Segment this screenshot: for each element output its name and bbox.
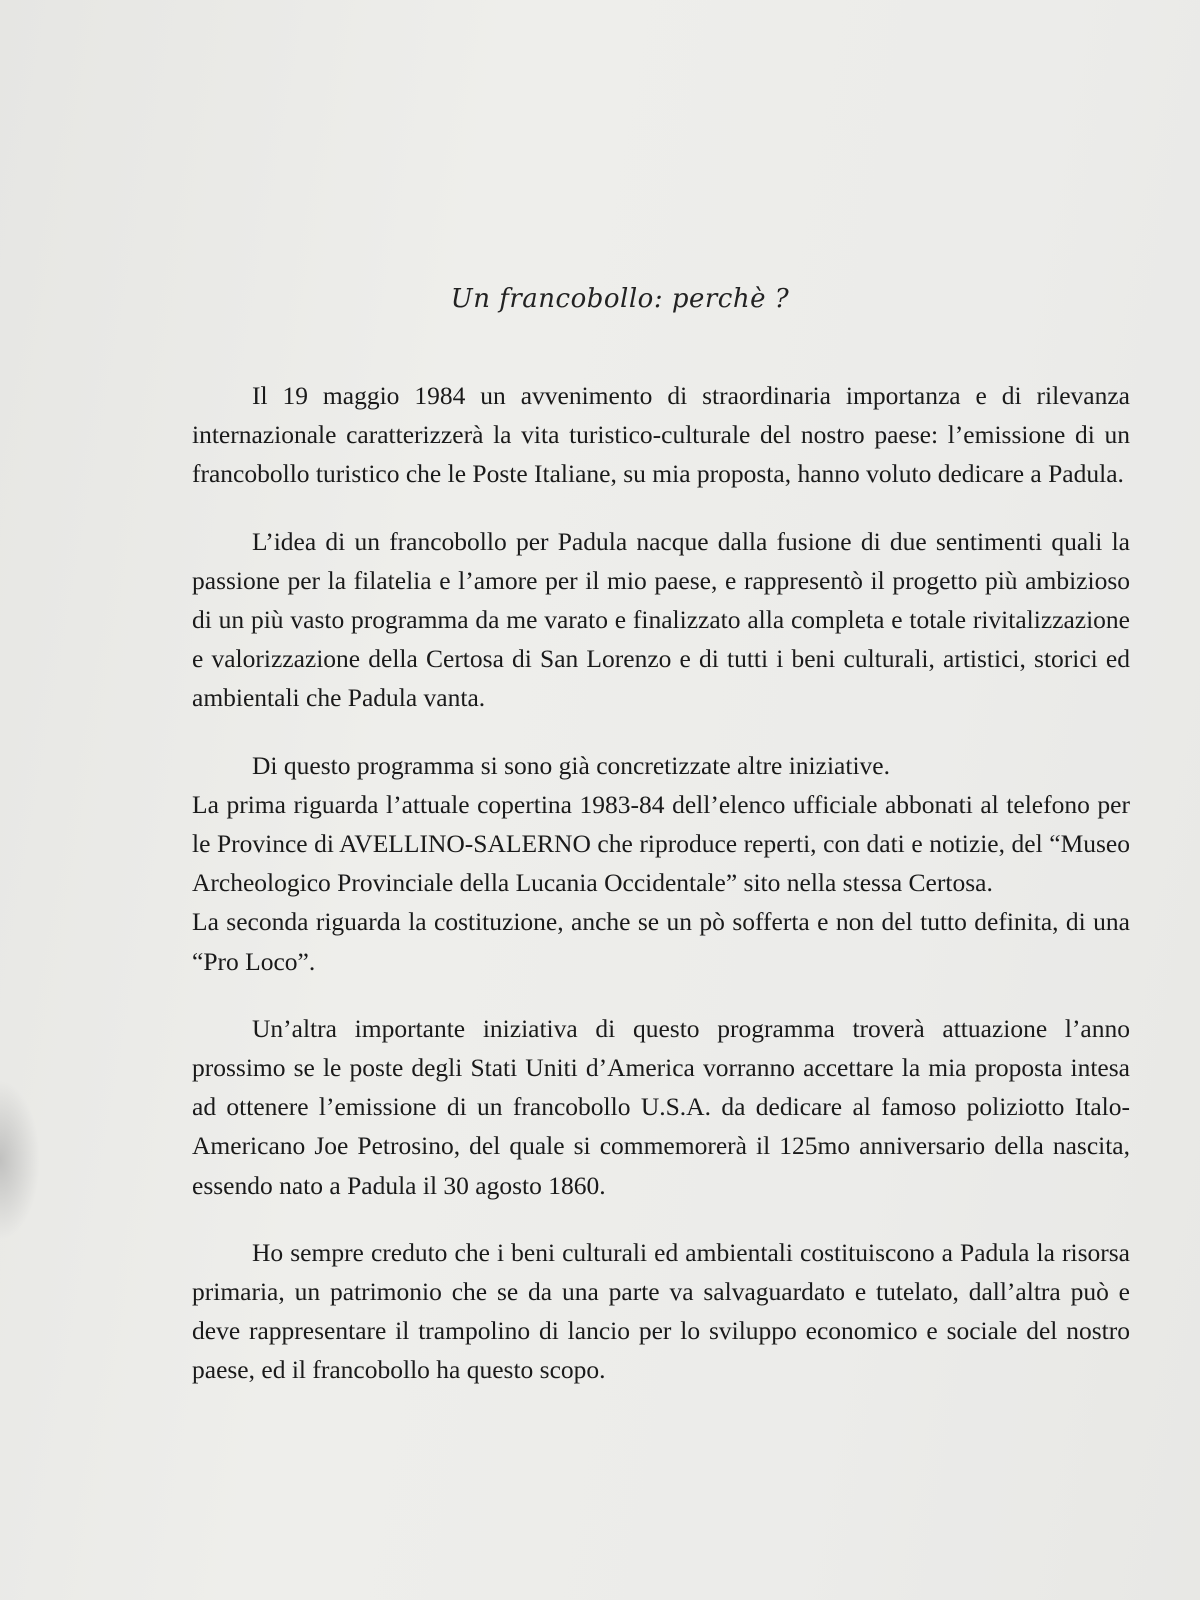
paragraph-1: Il 19 maggio 1984 un avvenimento di straordinaria importanza e di rilevanza internazionale caratterizzerà la vita turistico-culturale del nostro paese: l’emissione di un francobollo turistico che le Poste Italiane, su mia proposta, hanno voluto dedicare a Padula. <box>192 381 1130 489</box>
paragraph-5: La seconda riguarda la costituzione, anche se un pò sofferta e non del tutto definita, di una “Pro Loco”. <box>192 907 1130 976</box>
paragraph-6: Un’altra importante iniziativa di questo programma troverà attuazione l’anno prossimo se le poste degli Stati Uniti d’America vorranno accettare la mia proposta intesa ad ottenere l’emissione di un francobollo U.S.A. da dedicare al famoso poliziotto Italo-Americano Joe Petrosino, del quale si commemorerà il 125mo anniversario della nascita, essendo nato a Padula il 30 agosto 1860. <box>192 1013 1130 1200</box>
document-body <box>192 376 1130 1418</box>
paragraph-4: La prima riguarda l’attuale copertina 1983-84 dell’elenco ufficiale abbonati al telefono per le Province di AVELLINO-SALERNO che riproduce reperti, con dati e notizie, del “Museo Archeologico Provinciale della Lucania Occidentale” sito nella stessa Certosa. <box>192 789 1130 898</box>
page-title: Un francobollo: perchè ? <box>450 284 790 314</box>
paragraph-2: L’idea di un francobollo per Padula nacque dalla fusione di due sentimenti quali la passione per la filatelia e l’amore per il mio paese, e rappresentò il progetto più ambizioso di un più vasto programma da me varato e finalizzato alla completa e totale rivitalizzazione e valorizzazione della Certosa di San Lorenzo e di tutti i beni culturali, artistici, storici ed ambientali che Padula vanta. <box>192 526 1130 713</box>
paragraph-group-initiatives <box>192 746 1130 981</box>
paragraph-3: Di questo programma si sono già concretizzate altre iniziative. <box>252 750 890 780</box>
paragraph-7: Ho sempre creduto che i beni culturali ed ambientali costituiscono a Padula la risorsa primaria, un patrimonio che se da una parte va salvaguardato e tutelato, dall’altra può e deve rappresentare il trampolino di lancio per lo sviluppo economico e sociale del nostro paese, ed il francobollo ha questo scopo. <box>192 1237 1130 1385</box>
page-shadow <box>0 1080 40 1240</box>
